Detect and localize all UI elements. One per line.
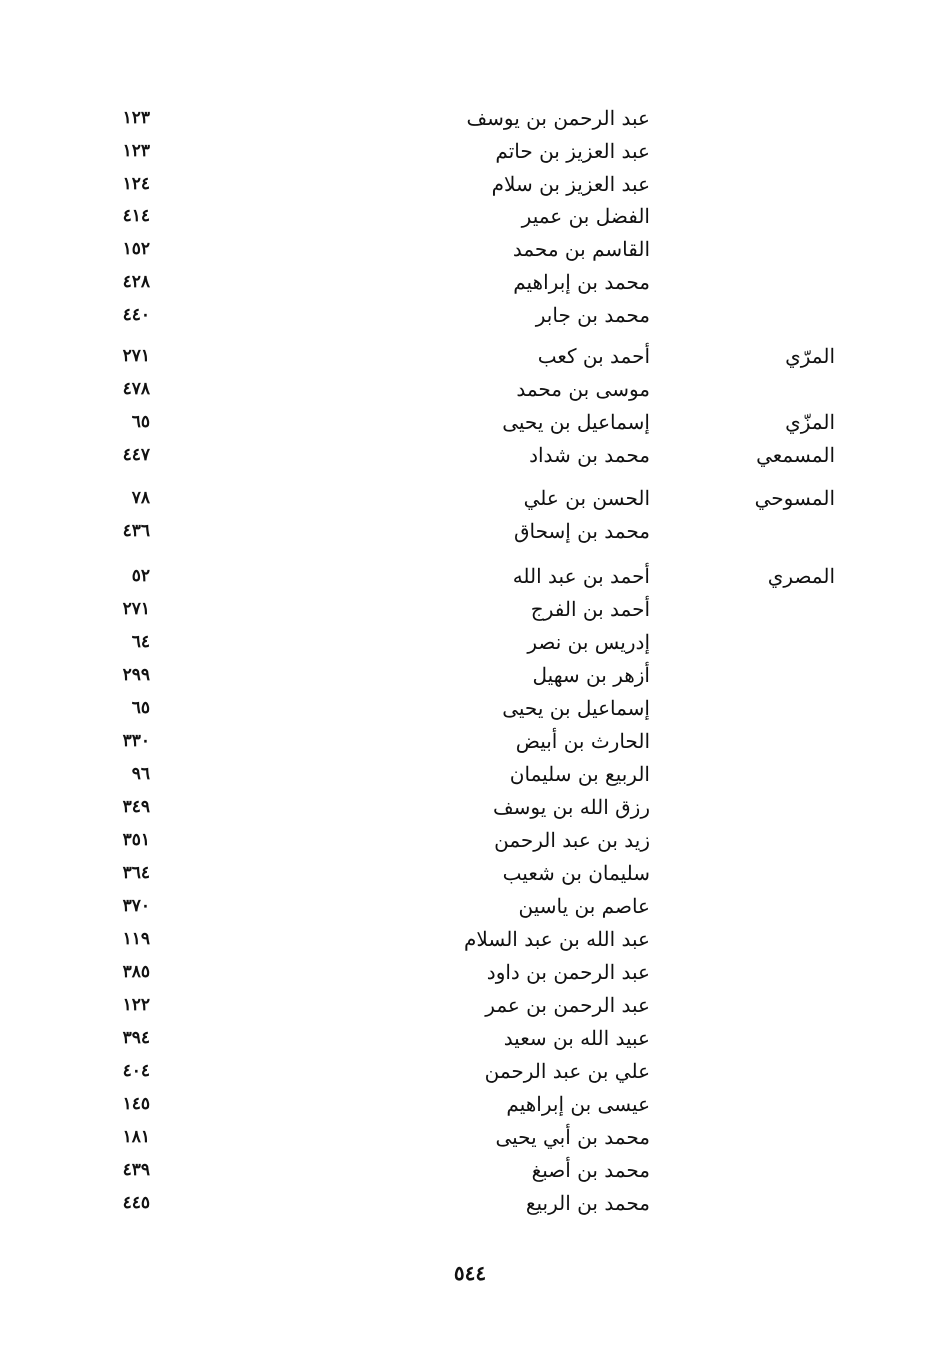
page-reference: ٤٣٩ <box>122 1160 150 1180</box>
narrator-name: زيد بن عبد الرحمن <box>494 828 650 852</box>
narrator-name: إسماعيل بن يحيى <box>502 696 650 720</box>
page-reference: ٤٠٤ <box>122 1061 150 1081</box>
index-entry <box>0 102 940 135</box>
page-reference: ٣٩٤ <box>122 1028 150 1048</box>
nisba-label: المزّي <box>785 410 835 434</box>
index-entry <box>0 1088 940 1121</box>
index-entry <box>0 266 940 299</box>
narrator-name: محمد بن إسحاق <box>513 519 650 543</box>
narrator-name: أحمد بن كعب <box>537 344 650 368</box>
page-reference: ٢٩٩ <box>122 665 150 685</box>
page-reference: ٣٣٠ <box>122 731 150 751</box>
page-reference: ١٢٤ <box>122 174 150 194</box>
page-reference: ٦٥ <box>131 412 150 432</box>
narrator-name: عبد الرحمن بن داود <box>486 960 650 984</box>
page-reference: ٣٦٤ <box>122 863 150 883</box>
index-entry <box>0 233 940 266</box>
page-reference: ٤٣٦ <box>122 521 150 541</box>
nisba-label: المسوحي <box>754 486 835 510</box>
page-reference: ٣٥١ <box>122 830 150 850</box>
page-reference: ٤٤٧ <box>122 445 150 465</box>
page-reference: ٣٤٩ <box>122 797 150 817</box>
narrator-name: عبد العزيز بن سلام <box>491 172 650 196</box>
page-reference: ١٢٢ <box>122 995 150 1015</box>
page-reference: ١١٩ <box>122 929 150 949</box>
index-entry <box>0 956 940 989</box>
page-reference: ٩٦ <box>131 764 150 784</box>
index-entry <box>0 791 940 824</box>
narrator-name: عبد العزيز بن حاتم <box>495 139 650 163</box>
index-entry <box>0 1154 940 1187</box>
index-entry <box>0 373 940 406</box>
narrator-name: الربيع بن سليمان <box>509 762 650 786</box>
page-reference: ٤٧٨ <box>122 379 150 399</box>
page-reference: ٧٨ <box>131 488 150 508</box>
index-entry <box>0 340 940 373</box>
page-reference: ٥٢ <box>131 566 150 586</box>
nisba-label: المصري <box>767 564 835 588</box>
page-reference: ١٥٢ <box>122 239 150 259</box>
narrator-name: محمد بن شداد <box>529 443 650 467</box>
index-entry <box>0 299 940 332</box>
narrator-name: عبد الرحمن بن عمر <box>485 993 650 1017</box>
page-number: ٥٤٤ <box>453 1261 487 1285</box>
narrator-name: الفضل بن عمير <box>521 204 650 228</box>
index-entry <box>0 1121 940 1154</box>
index-entry <box>0 857 940 890</box>
narrator-name: الحسن بن علي <box>523 486 650 510</box>
narrator-name: محمد بن إبراهيم <box>513 270 650 294</box>
index-entry <box>0 1022 940 1055</box>
narrator-name: محمد بن الربيع <box>525 1191 650 1215</box>
narrator-name: علي بن عبد الرحمن <box>484 1059 650 1083</box>
page-reference: ١٤٥ <box>122 1094 150 1114</box>
page-reference: ٦٤ <box>131 632 150 652</box>
narrator-name: محمد بن جابر <box>535 303 650 327</box>
index-entry <box>0 200 940 233</box>
index-entry <box>0 560 940 593</box>
page-reference: ١٢٣ <box>122 141 150 161</box>
index-entry <box>0 659 940 692</box>
narrator-name: عبد الرحمن بن يوسف <box>466 106 650 130</box>
index-entry <box>0 406 940 439</box>
narrator-name: إسماعيل بن يحيى <box>502 410 650 434</box>
narrator-name: عبيد الله بن سعيد <box>503 1026 650 1050</box>
page-reference: ٣٧٠ <box>122 896 150 916</box>
narrator-name: عيسى بن إبراهيم <box>506 1092 650 1116</box>
page-reference: ٤٢٨ <box>122 272 150 292</box>
narrator-name: أحمد بن عبد الله <box>512 564 650 588</box>
index-entry <box>0 1187 940 1220</box>
page-reference: ١٢٣ <box>122 108 150 128</box>
index-entry <box>0 890 940 923</box>
narrator-name: الحارث بن أبيض <box>515 729 650 753</box>
index-entry <box>0 692 940 725</box>
page-reference: ٢٧١ <box>122 599 150 619</box>
index-entry <box>0 439 940 472</box>
narrator-name: رزق الله بن يوسف <box>492 795 650 819</box>
index-entry <box>0 824 940 857</box>
page-reference: ٣٨٥ <box>122 962 150 982</box>
narrator-name: أزهر بن سهيل <box>532 663 650 687</box>
page-reference: ٤١٤ <box>122 206 150 226</box>
page-reference: ٤٤٠ <box>122 305 150 325</box>
page-reference: ١٨١ <box>122 1127 150 1147</box>
index-entry <box>0 989 940 1022</box>
narrator-name: عبد الله بن عبد السلام <box>464 927 650 951</box>
index-entry <box>0 515 940 548</box>
narrator-name: سليمان بن شعيب <box>502 861 650 885</box>
narrator-name: عاصم بن ياسين <box>518 894 650 918</box>
narrator-name: إدريس بن نصر <box>527 630 650 654</box>
index-entry <box>0 135 940 168</box>
page-reference: ٦٥ <box>131 698 150 718</box>
narrator-name: أحمد بن الفرج <box>530 597 650 621</box>
page-reference: ٢٧١ <box>122 346 150 366</box>
index-entry <box>0 758 940 791</box>
narrator-name: القاسم بن محمد <box>512 237 650 261</box>
index-entry <box>0 626 940 659</box>
narrator-name: موسى بن محمد <box>516 377 650 401</box>
index-entry <box>0 593 940 626</box>
index-entry <box>0 168 940 201</box>
nisba-label: المرّي <box>785 344 835 368</box>
index-entry <box>0 482 940 515</box>
nisba-label: المسمعي <box>756 443 835 467</box>
index-entry <box>0 725 940 758</box>
narrator-name: محمد بن أصبغ <box>531 1158 650 1182</box>
narrator-name: محمد بن أبي يحيى <box>495 1125 650 1149</box>
index-entry <box>0 923 940 956</box>
index-entry <box>0 1055 940 1088</box>
page-reference: ٤٤٥ <box>122 1193 150 1213</box>
